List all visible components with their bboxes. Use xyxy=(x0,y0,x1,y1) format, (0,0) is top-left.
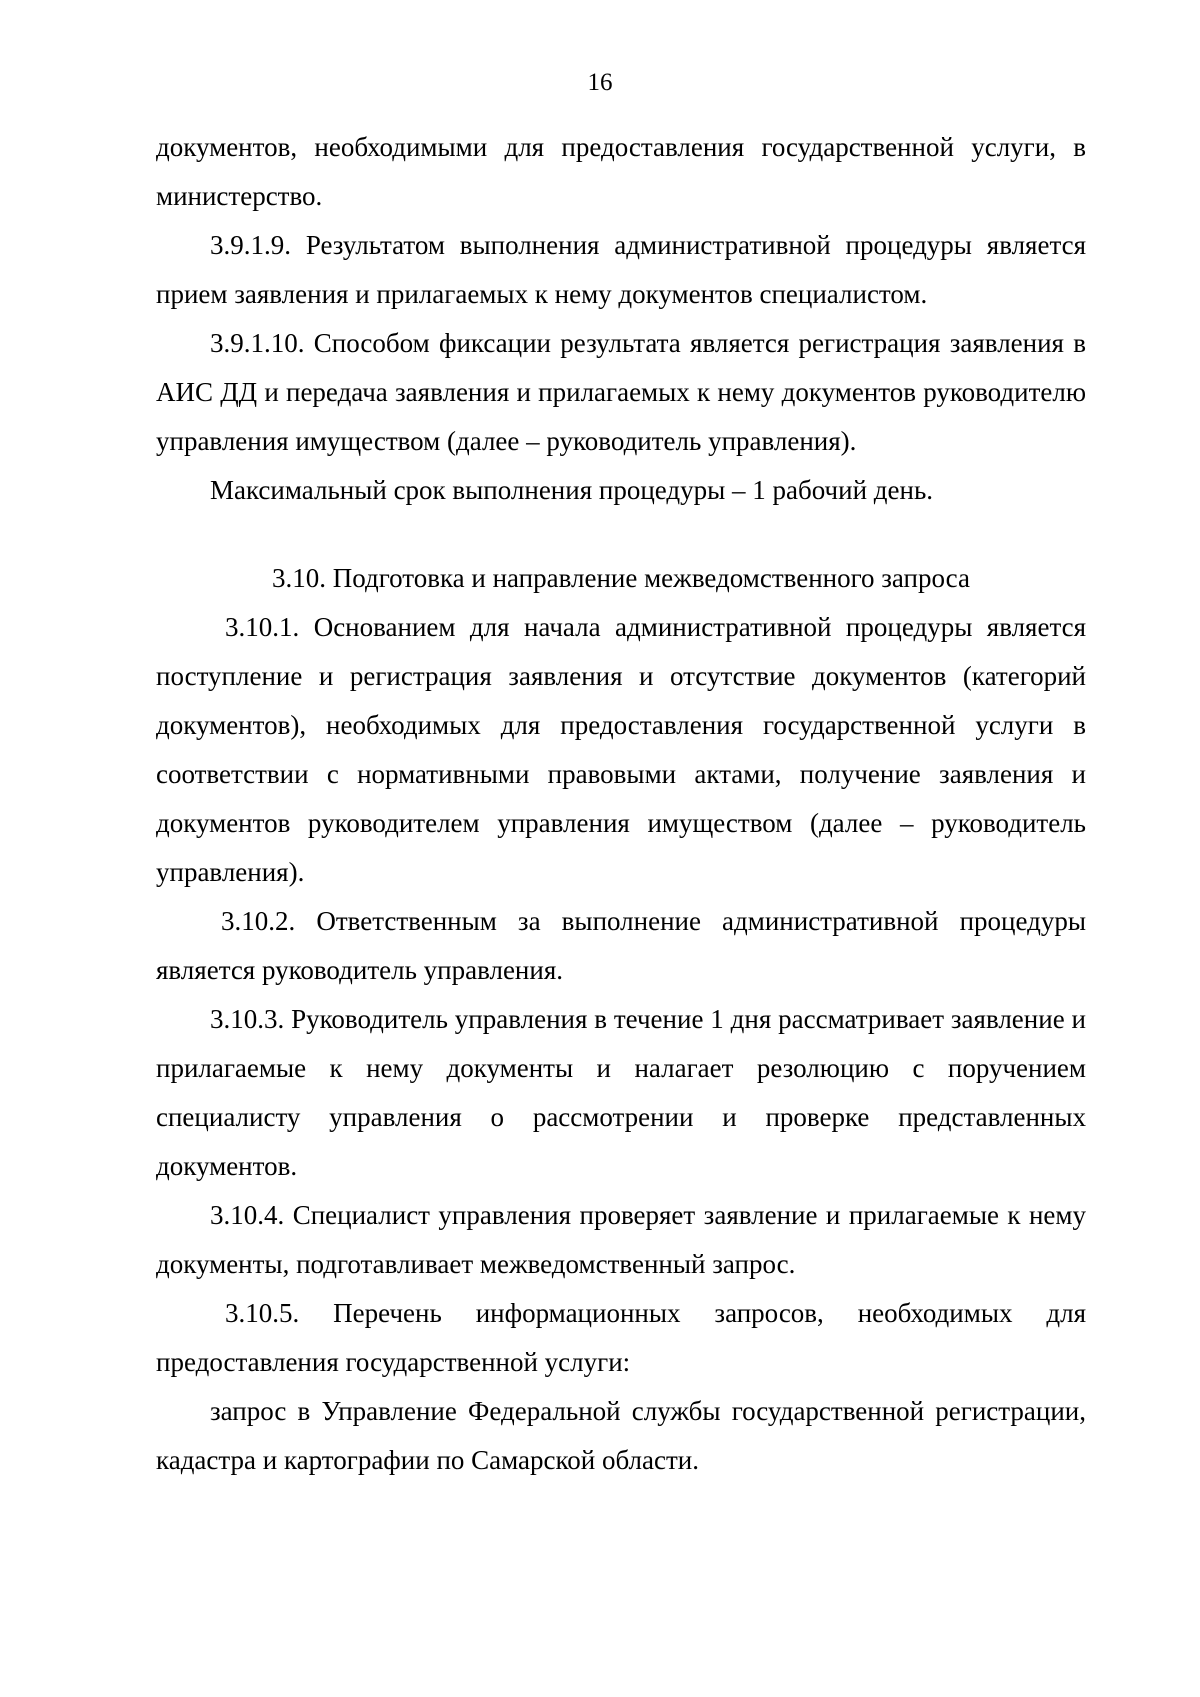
section-heading-3-10: 3.10. Подготовка и направление межведомственного запроса xyxy=(272,563,970,593)
paragraph-3-10-4: 3.10.4. Специалист управления проверяет заявление и прилагаемые к нему документы, подготавливает межведомственный запрос. xyxy=(156,1200,1086,1279)
paragraph-continuation: документов, необходимыми для предоставления государственной услуги, в министерство. xyxy=(156,132,1086,211)
paragraph-request-rosreestr: запрос в Управление Федеральной службы государственной регистрации, кадастра и картографии по Самарской области. xyxy=(156,1396,1086,1475)
paragraph-3-10-5: 3.10.5. Перечень информационных запросов, необходимых для предоставления государственной услуги: xyxy=(156,1298,1086,1377)
document-body xyxy=(156,123,1086,1485)
paragraph-3-10-3: 3.10.3. Руководитель управления в течение 1 дня рассматривает заявление и прилагаемые к нему документы и налагает резолюцию с поручением специалисту управления о рассмотрении и проверке представленных документов. xyxy=(156,1004,1086,1181)
paragraph-max-term: Максимальный срок выполнения процедуры – 1 рабочий день. xyxy=(210,475,934,505)
paragraph-3-10-1: 3.10.1. Основанием для начала административной процедуры является поступление и регистрация заявления и отсутствие документов (категорий документов), необходимых для предоставления государственной услуги в соответствии с нормативными правовыми актами, получение заявления и документов руководителем управления имуществом (далее – руководитель управления). xyxy=(156,612,1086,887)
paragraph-3-9-1-10: 3.9.1.10. Способом фиксации результата является регистрация заявления в АИС ДД и передача заявления и прилагаемых к нему документов руководителю управления имуществом (далее – руководитель управления). xyxy=(156,328,1086,456)
paragraph-3-9-1-9: 3.9.1.9. Результатом выполнения административной процедуры является прием заявления и прилагаемых к нему документов специалистом. xyxy=(156,230,1086,309)
paragraph-3-10-2: 3.10.2. Ответственным за выполнение административной процедуры является руководитель управления. xyxy=(156,906,1086,985)
section-gap xyxy=(156,515,1086,554)
page-number: 16 xyxy=(587,69,613,96)
